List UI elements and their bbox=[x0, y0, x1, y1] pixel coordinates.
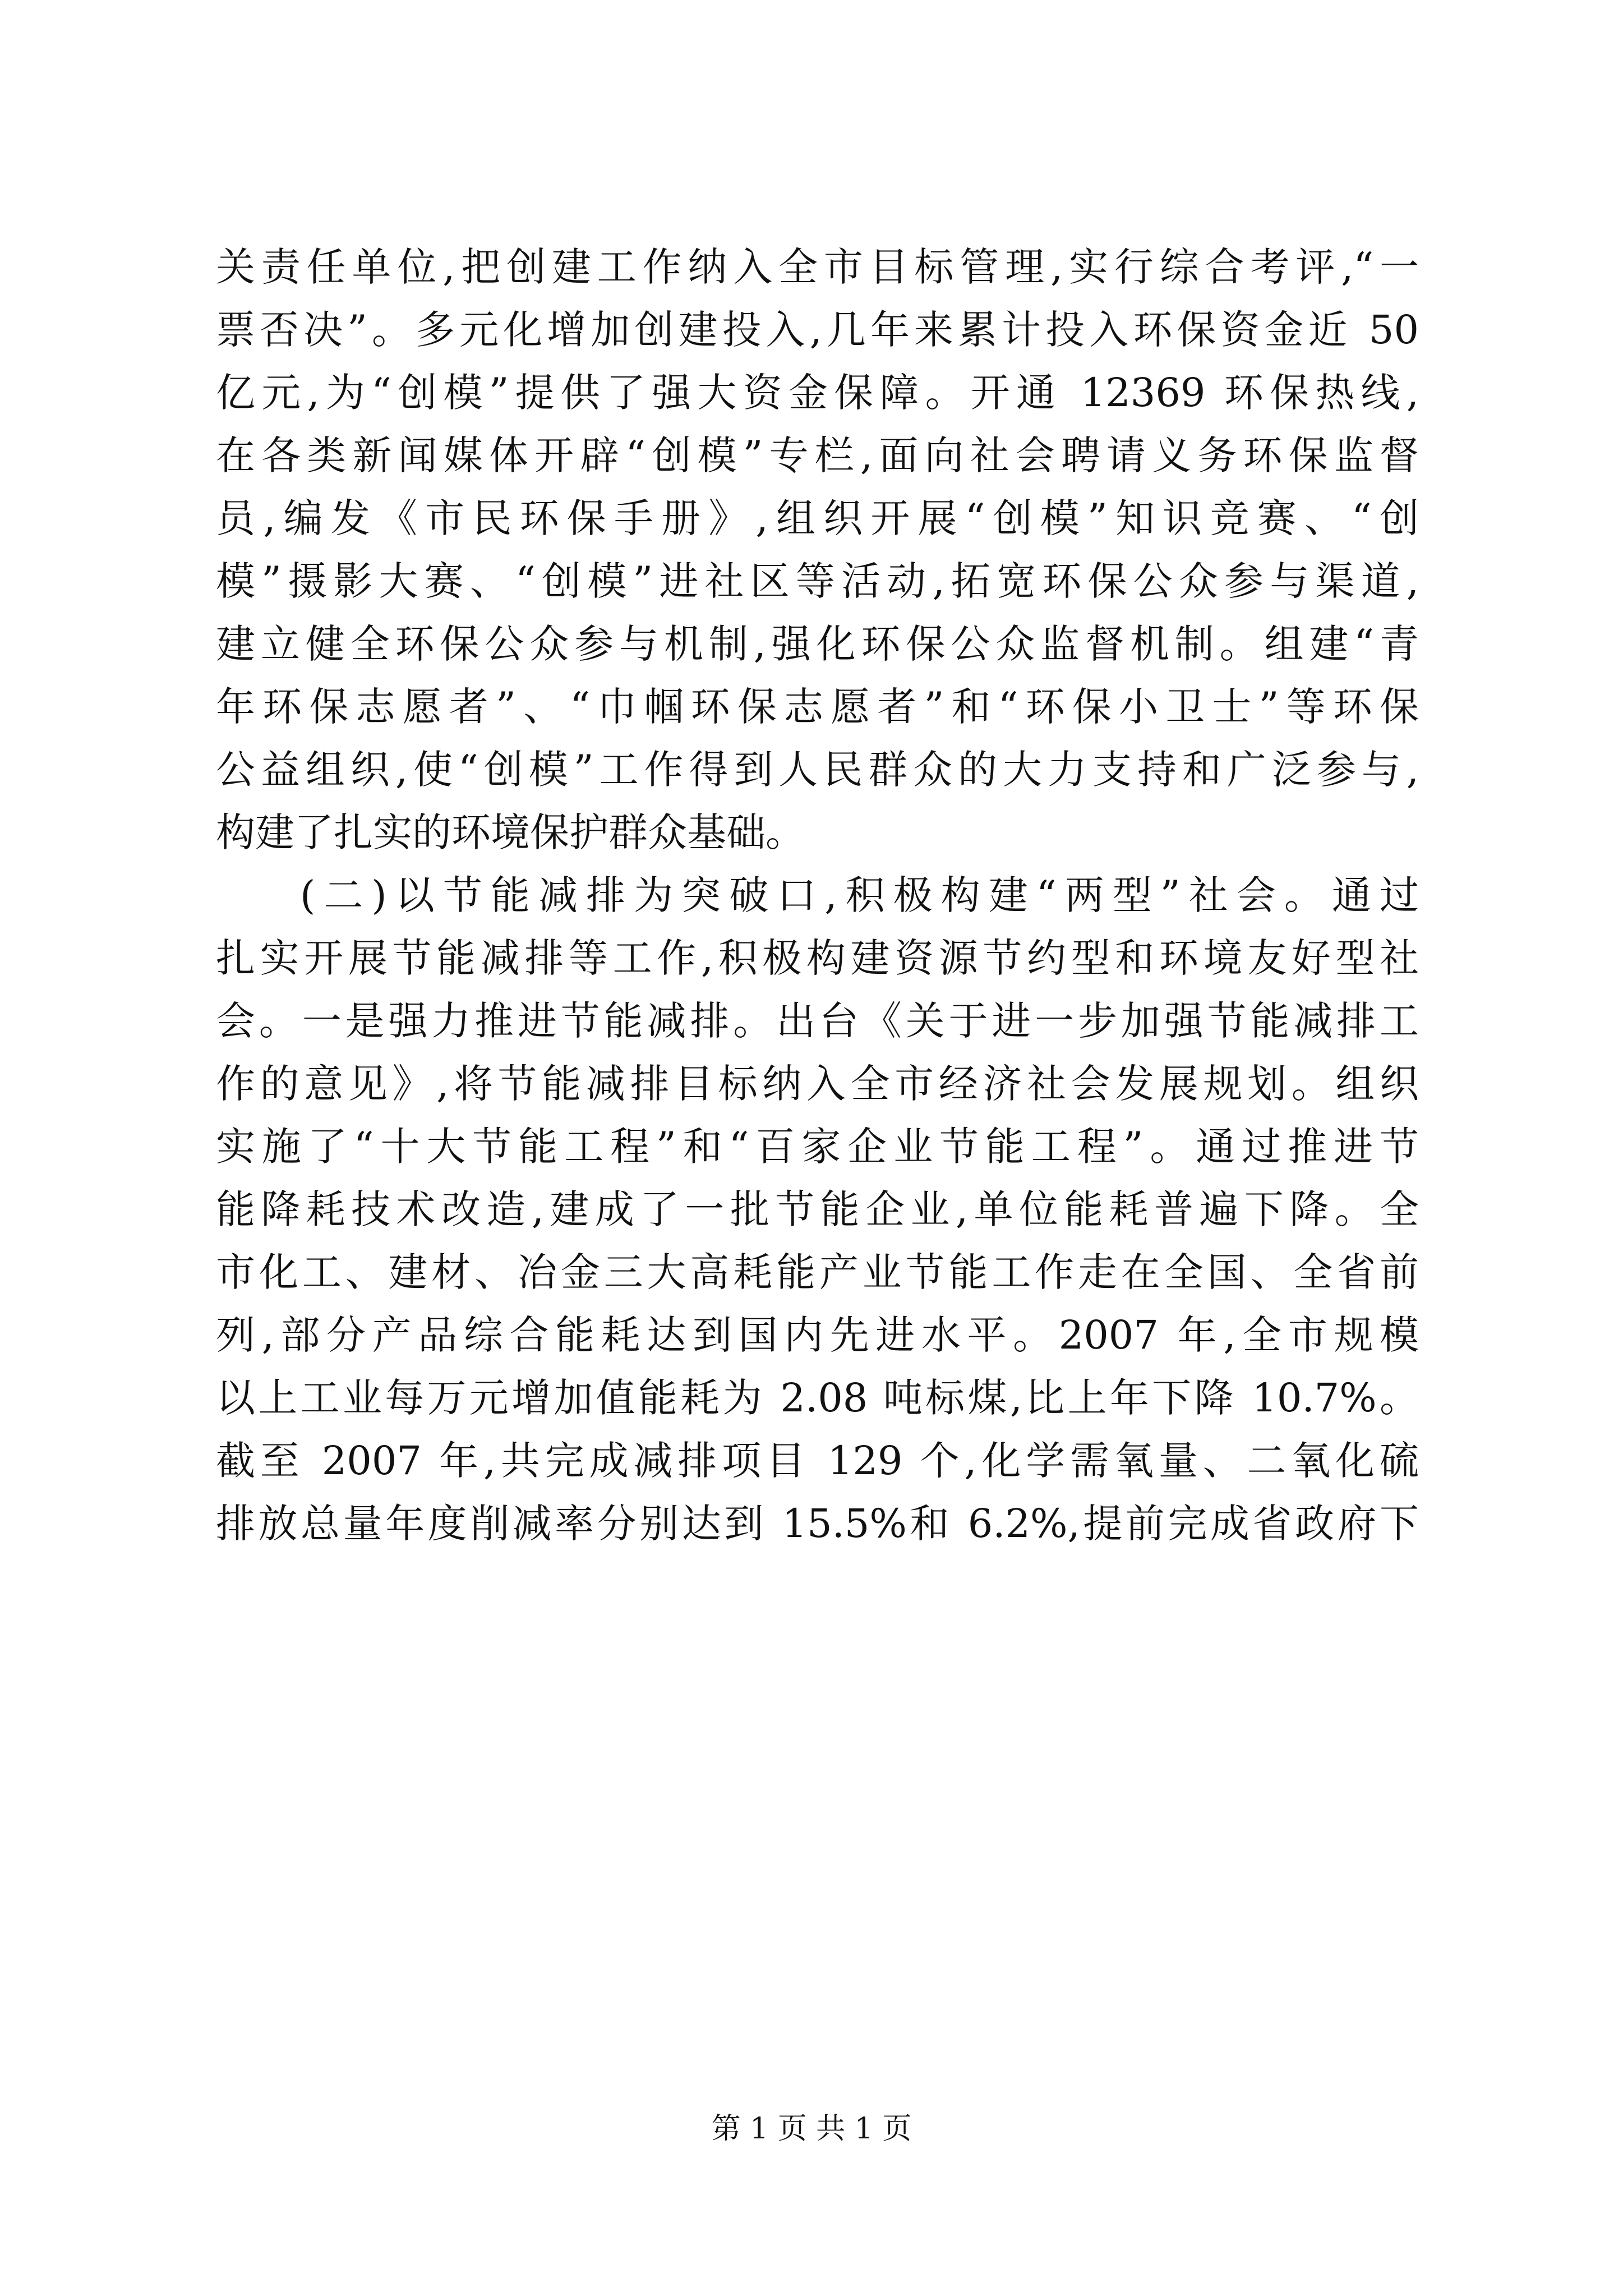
text-line: 会。一是强力推进节能减排。出台《关于进一步加强节能减排工 bbox=[216, 998, 1419, 1044]
text-line: 排放总量年度削减率分别达到 15.5%和 6.2%,提前完成省政府下 bbox=[216, 1501, 1419, 1547]
text-line: 建立健全环保公众参与机制,强化环保公众监督机制。组建“青 bbox=[216, 621, 1419, 667]
text-line: 截至 2007 年,共完成减排项目 129 个,化学需氧量、二氧化硫 bbox=[216, 1438, 1419, 1484]
text-line: 构建了扎实的环境保护群众基础。 bbox=[216, 809, 805, 855]
text-line: 模”摄影大赛、“创模”进社区等活动,拓宽环保公众参与渠道, bbox=[216, 558, 1419, 604]
document-body bbox=[216, 236, 1419, 1555]
text-line: 列,部分产品综合能耗达到国内先进水平。2007 年,全市规模 bbox=[216, 1312, 1419, 1358]
text-line: 实施了“十大节能工程”和“百家企业节能工程”。通过推进节 bbox=[216, 1124, 1419, 1170]
text-line: 年环保志愿者”、“巾帼环保志愿者”和“环保小卫士”等环保 bbox=[216, 684, 1419, 730]
text-line: 能降耗技术改造,建成了一批节能企业,单位能耗普遍下降。全 bbox=[216, 1186, 1419, 1232]
page-footer: 第 1 页 共 1 页 bbox=[711, 2112, 912, 2146]
text-line: 市化工、建材、冶金三大高耗能产业节能工作走在全国、全省前 bbox=[216, 1249, 1419, 1295]
text-line: 亿元,为“创模”提供了强大资金保障。开通 12369 环保热线, bbox=[216, 370, 1419, 416]
text-line: 扎实开展节能减排等工作,积极构建资源节约型和环境友好型社 bbox=[216, 935, 1419, 981]
text-line: 以上工业每万元增加值能耗为 2.08 吨标煤,比上年下降 10.7%。 bbox=[216, 1375, 1419, 1421]
text-line: 员,编发《市民环保手册》,组织开展“创模”知识竞赛、“创 bbox=[216, 495, 1419, 541]
text-line: 关责任单位,把创建工作纳入全市目标管理,实行综合考评,“一 bbox=[216, 244, 1419, 290]
text-line: 公益组织,使“创模”工作得到人民群众的大力支持和广泛参与, bbox=[216, 747, 1419, 793]
text-line: 票否决”。多元化增加创建投入,几年来累计投入环保资金近 50 bbox=[216, 307, 1419, 353]
text-line: 作的意见》,将节能减排目标纳入全市经济社会发展规划。组织 bbox=[216, 1061, 1419, 1107]
section-heading-line: (二)以节能减排为突破口,积极构建“两型”社会。通过 bbox=[300, 872, 1419, 918]
text-line: 在各类新闻媒体开辟“创模”专栏,面向社会聘请义务环保监督 bbox=[216, 432, 1419, 478]
